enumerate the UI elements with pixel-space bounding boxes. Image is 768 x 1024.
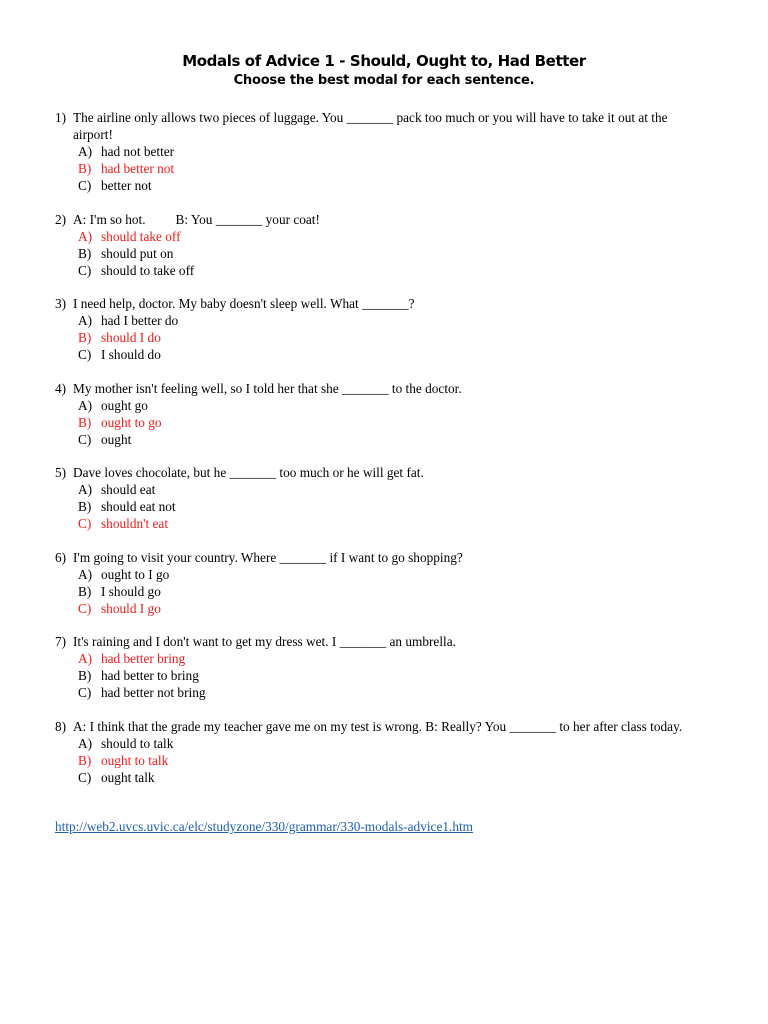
question-text: [55, 380, 710, 397]
option-letter: B): [78, 752, 92, 768]
option-letter: B): [78, 330, 92, 345]
option-text: had better bring: [101, 651, 186, 666]
question-4: [55, 380, 710, 465]
option-text: should to take off: [101, 262, 195, 278]
option-a-answer: [55, 228, 710, 245]
source-link[interactable]: http://web2.uvcs.uvic.ca/elc/studyzone/330/grammar/330-modals-advice1.htm: [55, 819, 474, 834]
option-text: ought talk: [101, 769, 155, 785]
question-5: [55, 464, 710, 549]
question-1: [55, 109, 710, 211]
option-letter: B): [78, 161, 92, 176]
question-text: [55, 295, 710, 312]
option-text: better not: [101, 178, 152, 193]
option-letter: A): [78, 482, 93, 497]
question-text: [55, 109, 710, 143]
question-number: 1): [55, 110, 67, 125]
option-letter: C): [78, 262, 92, 278]
question-number: 5): [55, 465, 67, 480]
option-text: had better not: [101, 161, 175, 176]
option-letter: B): [78, 414, 92, 430]
option-c: [55, 346, 710, 363]
option-a: [55, 312, 710, 329]
question-prompt: A: I think that the grade my teacher gave me on my test is wrong. B: Really? You _______ to her after class today.: [73, 718, 683, 734]
option-b-answer: [55, 752, 710, 769]
question-7: [55, 633, 710, 718]
option-text: had better to bring: [101, 668, 199, 683]
option-letter: A): [78, 144, 93, 159]
question-6: [55, 549, 710, 634]
option-c-answer: [55, 515, 710, 532]
option-a: [55, 481, 710, 498]
question-3: [55, 295, 710, 380]
option-text: had better not bring: [101, 685, 206, 700]
option-text: had I better do: [101, 313, 179, 328]
question-2: [55, 211, 710, 296]
option-text: I should do: [101, 347, 161, 362]
option-b-answer: [55, 329, 710, 346]
option-c: [55, 769, 710, 786]
option-letter: C): [78, 431, 92, 447]
option-b: [55, 583, 710, 600]
option-b: [55, 498, 710, 515]
option-text: should I do: [101, 330, 161, 345]
option-c: [55, 262, 710, 279]
option-letter: B): [78, 245, 92, 261]
option-text: should take off: [101, 228, 181, 244]
option-a: [55, 735, 710, 752]
option-text: should put on: [101, 245, 174, 261]
option-letter: C): [78, 600, 92, 616]
option-letter: A): [78, 735, 93, 751]
option-letter: B): [78, 668, 92, 683]
question-number: 2): [55, 211, 67, 227]
option-letter: C): [78, 769, 92, 785]
question-text: [55, 211, 710, 228]
question-number: 7): [55, 634, 67, 649]
question-8: [55, 718, 710, 820]
option-text: I should go: [101, 583, 161, 599]
option-a: [55, 143, 710, 160]
question-prompt: A: I'm so hot. B: You _______ your coat!: [73, 211, 320, 227]
option-text: ought: [101, 431, 132, 447]
option-a: [55, 397, 710, 414]
option-text: should eat: [101, 482, 156, 497]
option-c: [55, 177, 710, 194]
option-c-answer: [55, 600, 710, 617]
instructions: Choose the best modal for each sentence.: [233, 73, 535, 88]
option-b: [55, 245, 710, 262]
option-text: ought go: [101, 397, 148, 413]
option-letter: C): [78, 516, 92, 531]
option-c: [55, 684, 710, 701]
option-text: should to talk: [101, 735, 174, 751]
page-title: Modals of Advice 1 - Should, Ought to, Had Better: [182, 52, 586, 70]
option-b-answer: [55, 160, 710, 177]
option-b: [55, 667, 710, 684]
option-text: had not better: [101, 144, 175, 159]
option-b-answer: [55, 414, 710, 431]
question-prompt: The airline only allows two pieces of luggage. You _______ pack too much or you will have to take it out at the airport!: [73, 110, 668, 142]
option-letter: C): [78, 178, 92, 193]
question-text: [55, 549, 710, 566]
question-prompt: I need help, doctor. My baby doesn't sleep well. What _______?: [73, 296, 415, 311]
question-number: 4): [55, 380, 67, 396]
option-text: ought to go: [101, 414, 162, 430]
question-number: 8): [55, 718, 67, 734]
question-prompt: I'm going to visit your country. Where _______ if I want to go shopping?: [73, 549, 463, 565]
option-letter: C): [78, 685, 92, 700]
option-letter: A): [78, 397, 93, 413]
question-prompt: It's raining and I don't want to get my dress wet. I _______ an umbrella.: [73, 634, 456, 649]
question-text: [55, 718, 710, 735]
question-text: [55, 464, 710, 481]
question-number: 6): [55, 549, 67, 565]
question-prompt: My mother isn't feeling well, so I told her that she _______ to the doctor.: [73, 380, 462, 396]
option-letter: A): [78, 651, 93, 666]
question-prompt: Dave loves chocolate, but he _______ too much or he will get fat.: [73, 465, 424, 480]
option-c: [55, 431, 710, 448]
option-text: ought to talk: [101, 752, 169, 768]
option-letter: C): [78, 347, 92, 362]
option-a: [55, 566, 710, 583]
question-text: [55, 633, 710, 650]
option-text: ought to I go: [101, 566, 170, 582]
option-text: should eat not: [101, 499, 176, 514]
option-a-answer: [55, 650, 710, 667]
option-letter: A): [78, 313, 93, 328]
option-letter: A): [78, 566, 93, 582]
option-text: shouldn't eat: [101, 516, 169, 531]
option-letter: B): [78, 583, 92, 599]
option-letter: B): [78, 499, 92, 514]
question-list: [55, 109, 710, 819]
option-letter: A): [78, 228, 93, 244]
question-number: 3): [55, 296, 67, 311]
option-text: should I go: [101, 600, 161, 616]
